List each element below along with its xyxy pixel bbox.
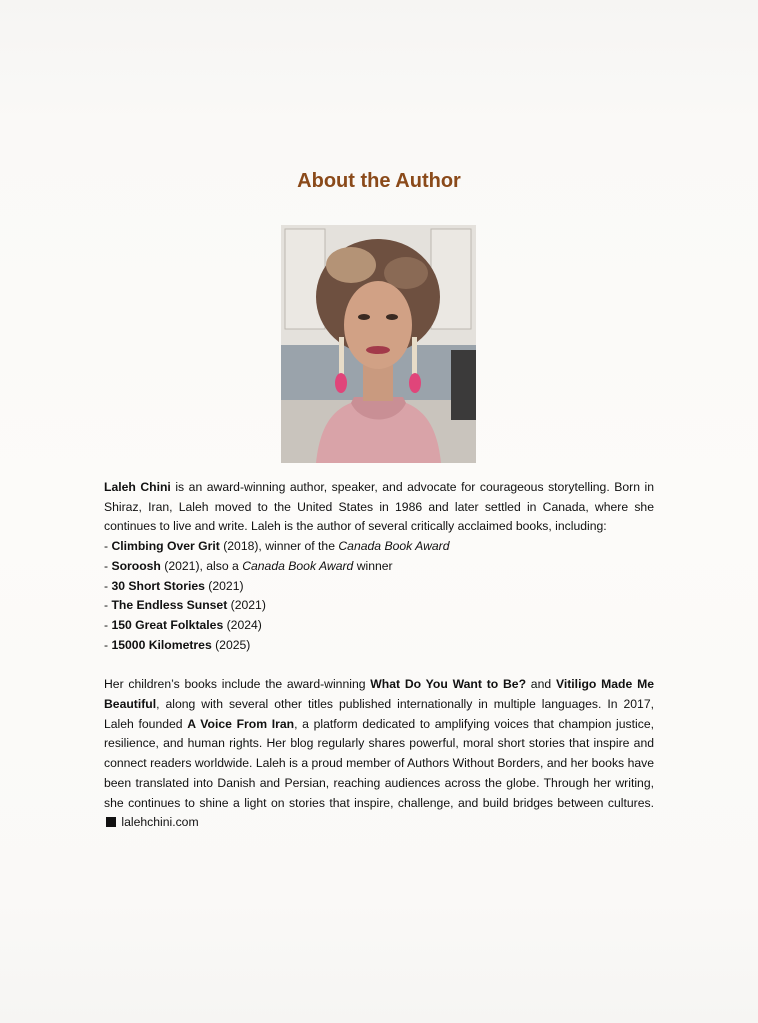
author-photo [281,225,476,463]
author-name: Laleh Chini [104,480,171,494]
page-title: About the Author [297,170,461,192]
platform-name: A Voice From Iran [187,716,295,731]
square-bullet-icon [106,817,116,827]
list-item: - The Endless Sunset (2021) [104,598,266,613]
list-item: - 15000 Kilometres (2025) [104,637,251,652]
book-title: What Do You Want to Be? [370,677,527,692]
list-item: - Soroosh (2021), also a Canada Book Award winner [104,558,393,573]
bio-intro [104,478,654,537]
book-list [104,537,654,655]
portrait-illustration [281,225,476,463]
author-bio [104,478,654,833]
list-item: - 30 Short Stories (2021) [104,578,244,593]
website-link[interactable]: lalehchini.com [121,815,199,830]
intro-text: is an award-winning author, speaker, and advocate for courageous storytelling. Born in Shiraz, Iran, Laleh moved to the United States in 1986 and later settled in Canada, where she continues to live and write. Laleh is the author of several critically acclaimed books, including: [104,480,654,534]
book-title: Vitiligo Made Me Beautiful [104,677,654,712]
list-item: - Climbing Over Grit (2018), winner of the Canada Book Award [104,539,450,554]
list-item: - 150 Great Folktales (2024) [104,617,262,632]
paragraph-spacer [104,655,654,675]
bio-paragraph-2: Her children’s books include the award-winning What Do You Want to Be? and Vitiligo Made Me Beautiful, along with several other titles published internationally in multiple languages. In 2017, Laleh founded A Voice From Iran, a platform dedicated to amplifying voices that champion justice, resilience, and human rights. Her blog regularly shares powerful, moral short stories that inspire and connect readers worldwide. Laleh is a proud member of Authors Without Borders, and her books have been translated into Danish and Persian, reaching audiences across the globe. Through her writing, she continues to shine a light on stories that inspire, challenge, and build bridges between cultures. lalehchini.com [104,677,654,830]
